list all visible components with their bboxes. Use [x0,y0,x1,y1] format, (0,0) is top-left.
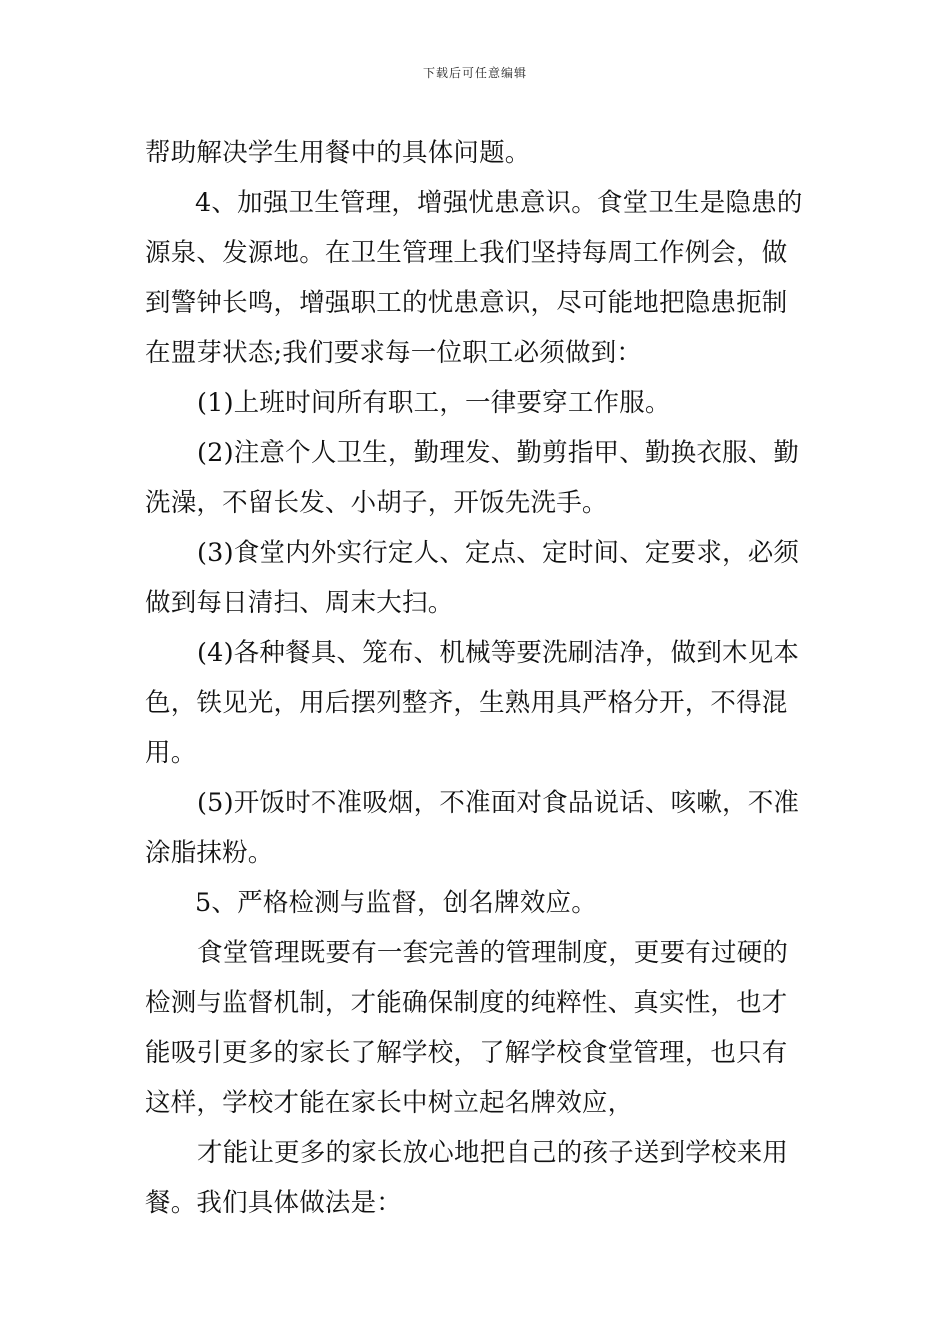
list-item: (5)开饭时不准吸烟，不准面对食品说话、咳嗽，不准 [197,788,800,818]
document-body [145,128,807,1228]
paragraph-line: 源泉、发源地。在卫生管理上我们坚持每周工作例会，做 [145,238,788,268]
paragraph-line: 检测与监督机制，才能确保制度的纯粹性、真实性，也才 [145,988,788,1018]
paragraph-line: 在盟芽状态;我们要求每一位职工必须做到： [145,338,643,368]
list-item: (1)上班时间所有职工，一律要穿工作服。 [197,388,671,418]
paragraph-line: 色，铁见光，用后摆列整齐，生熟用具严格分开，不得混 [145,688,788,718]
page-header: 下载后可任意编辑 [422,66,527,80]
paragraph-line: 能吸引更多的家长了解学校，了解学校食堂管理，也只有 [145,1038,788,1068]
paragraph-line: 才能让更多的家长放心地把自己的孩子送到学校来用 [197,1138,789,1168]
paragraph-line: 洗澡，不留长发、小胡子，开饭先洗手。 [145,488,608,518]
paragraph-line: 涂脂抹粉。 [145,838,274,868]
paragraph-line: 用。 [145,738,197,768]
list-item: (3)食堂内外实行定人、定点、定时间、定要求，必须 [197,538,800,568]
paragraph-line: 食堂管理既要有一套完善的管理制度，更要有过硬的 [197,938,789,968]
section-heading: 5、严格检测与监督，创名牌效应。 [195,888,597,918]
paragraph-line: 4、加强卫生管理，增强忧患意识。食堂卫生是隐患的 [195,188,803,218]
paragraph-line: 餐。我们具体做法是： [145,1188,403,1218]
paragraph-line: 做到每日清扫、周末大扫。 [145,588,454,618]
paragraph-line: 帮助解决学生用餐中的具体问题。 [145,138,531,168]
list-item: (4)各种餐具、笼布、机械等要洗刷洁净，做到木见本 [197,638,800,668]
paragraph-line: 这样，学校才能在家长中树立起名牌效应， [145,1088,634,1118]
list-item: (2)注意个人卫生，勤理发、勤剪指甲、勤换衣服、勤 [197,438,800,468]
paragraph-line: 到警钟长鸣，增强职工的忧患意识，尽可能地把隐患扼制 [145,288,788,318]
